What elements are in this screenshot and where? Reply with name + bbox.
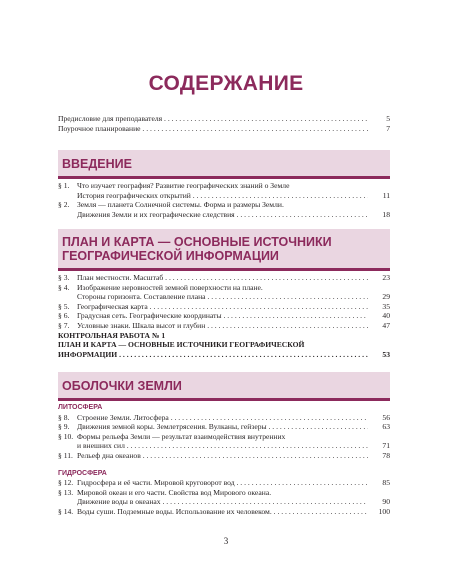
toc-entry-text: Градусная сеть. Географические координаты . . . xyxy=(77,311,368,321)
toc-entry-page: 90 xyxy=(382,497,390,507)
toc-section-introduction xyxy=(58,181,390,219)
page-number: 3 xyxy=(223,536,229,546)
toc-entry-page: 85 xyxy=(382,478,390,488)
toc-control-work-continued[interactable] xyxy=(58,350,390,360)
toc-entry-page: 11 xyxy=(382,190,390,200)
toc-entry-continued[interactable] xyxy=(58,210,390,220)
section-title-line: ПЛАН И КАРТА — ОСНОВНЫЕ ИСТОЧНИКИ xyxy=(62,235,332,249)
toc-entry-number: § 11. xyxy=(58,450,73,460)
toc-entry[interactable] xyxy=(58,321,390,331)
toc-entry-text: ПЛАН И КАРТА — ОСНОВНЫЕ ИСТОЧНИКИ ГЕОГРАФИЧЕСКОЙ xyxy=(58,340,305,350)
toc-entry-text: и внешних сил . . . xyxy=(77,441,368,451)
toc-entry-page: 35 xyxy=(382,301,390,311)
toc-entry-number: § 8. xyxy=(58,412,70,422)
toc-entry-page: 40 xyxy=(382,311,390,321)
toc-entry-text: КОНТРОЛЬНАЯ РАБОТА № 1 xyxy=(58,330,166,340)
toc-entry-page: 23 xyxy=(382,273,390,282)
toc-entry-page: 63 xyxy=(382,422,390,432)
section-header-introduction xyxy=(58,150,390,179)
toc-entry-continued[interactable] xyxy=(58,191,390,201)
toc-entry-text: Мировой океан и его части. Свойства вод Мирового океана. xyxy=(77,487,272,497)
toc-entry-text: Что изучает география? Развитие географических знаний о Земле xyxy=(77,181,290,190)
toc-entry-number: § 5. xyxy=(58,301,70,311)
toc-entry-text: Движения Земли и их географические следствия . . . xyxy=(77,210,368,220)
toc-entry-page: 71 xyxy=(382,441,390,451)
toc-entry-number: § 9. xyxy=(58,422,70,432)
toc-entry-text: Стороны горизонта. Составление плана . . . xyxy=(77,292,368,302)
toc-group-title: ЛИТОСФЕРА xyxy=(58,404,103,411)
section-header-plan-and-map xyxy=(58,229,390,271)
toc-entry-number: § 2. xyxy=(58,200,70,210)
toc-entry[interactable] xyxy=(58,273,390,283)
toc-entry[interactable] xyxy=(58,422,390,432)
toc-entry-number: § 13. xyxy=(58,487,74,497)
toc-entry[interactable] xyxy=(58,124,390,134)
toc-entry-page: 78 xyxy=(382,450,390,460)
toc-entry[interactable] xyxy=(58,181,390,191)
section-header-earth-shells xyxy=(58,372,390,401)
toc-entry-text: История географических открытий . . . xyxy=(77,191,368,201)
toc-control-work-continued[interactable] xyxy=(58,340,390,350)
toc-entry-page: 7 xyxy=(386,123,390,133)
toc-entry-text: Формы рельефа Земли — результат взаимодействия внутренних xyxy=(77,431,286,441)
section-title xyxy=(58,229,390,263)
page-title: СОДЕРЖАНИЕ xyxy=(148,72,304,95)
toc-entry-text: Гидросфера и её части. Мировой круговорот вод . . . xyxy=(77,478,368,488)
toc-entry-continued[interactable] xyxy=(58,292,390,302)
toc-entry-page: 29 xyxy=(382,292,390,302)
toc-entry-page: 100 xyxy=(378,506,390,516)
toc-entry[interactable] xyxy=(58,432,390,442)
toc-entry-text: ИНФОРМАЦИИ . . . xyxy=(58,350,368,360)
section-title: ВВЕДЕНИЕ xyxy=(62,157,132,171)
toc-intro xyxy=(58,114,390,133)
toc-entry-page: 56 xyxy=(382,412,390,422)
toc-entry-number: § 6. xyxy=(58,311,70,321)
toc-section-plan-and-map xyxy=(58,273,390,359)
toc-entry-number: § 12. xyxy=(58,478,74,488)
toc-entry-text: План местности. Масштаб . . . xyxy=(77,273,368,283)
toc-entry[interactable] xyxy=(58,302,390,312)
section-title-line: ГЕОГРАФИЧЕСКОЙ ИНФОРМАЦИИ xyxy=(62,249,279,263)
toc-entry-number: § 3. xyxy=(58,273,70,282)
toc-entry-text: Поурочное планирование . . . xyxy=(58,124,368,134)
toc-entry-continued[interactable] xyxy=(58,497,390,507)
section-title: ОБОЛОЧКИ ЗЕМЛИ xyxy=(62,379,182,393)
toc-entry[interactable] xyxy=(58,413,390,423)
toc-entry[interactable] xyxy=(58,311,390,321)
toc-entry-text: Предисловие для преподавателя . . . xyxy=(58,114,368,124)
toc-entry[interactable] xyxy=(58,200,390,210)
toc-entry[interactable] xyxy=(58,478,390,488)
toc-entry[interactable] xyxy=(58,488,390,498)
toc-entry-text: Движение воды в океанах . . . xyxy=(77,497,368,507)
toc-entry-text: Условные знаки. Шкала высот и глубин . . . xyxy=(77,321,368,331)
toc-entry-text: Движения земной коры. Землетрясения. Вулканы, гейзеры . . . xyxy=(77,422,368,432)
toc-entry[interactable] xyxy=(58,283,390,293)
toc-entry-page: 18 xyxy=(382,209,390,219)
toc-control-work[interactable] xyxy=(58,331,390,341)
toc-entry-number: § 4. xyxy=(58,282,70,292)
toc-entry-text: Изображение неровностей земной поверхности на плане. xyxy=(77,282,263,292)
toc-entry-page: 47 xyxy=(382,320,390,330)
toc-entry-text: Рельеф дна океанов . . . xyxy=(77,451,368,461)
toc-group-title: ГИДРОСФЕРА xyxy=(58,469,107,477)
toc-entry-number: § 10. xyxy=(58,431,74,441)
toc-group-lithosphere xyxy=(58,403,390,413)
toc-entry[interactable] xyxy=(58,507,390,517)
toc-entry-text: Географическая карта . . . xyxy=(77,302,368,312)
toc-entry[interactable] xyxy=(58,114,390,124)
toc-entry-continued[interactable] xyxy=(58,441,390,451)
toc-group-hydrosphere xyxy=(58,469,390,479)
toc-entry-number: § 1. xyxy=(58,181,70,190)
toc-entry-page: 5 xyxy=(386,114,390,123)
toc-entry-number: § 7. xyxy=(58,320,70,330)
toc-section-earth-shells xyxy=(58,403,390,517)
toc-entry-text: Строение Земли. Литосфера . . . xyxy=(77,413,368,423)
toc-entry[interactable] xyxy=(58,451,390,461)
toc-entry-page: 53 xyxy=(382,349,390,359)
toc-entry-number: § 14. xyxy=(58,506,74,516)
toc-entry-text: Воды суши. Подземные воды. Использование их человеком. . . . xyxy=(77,507,368,517)
toc-entry-text: Земля — планета Солнечной системы. Форма и размеры Земли. xyxy=(77,200,284,210)
